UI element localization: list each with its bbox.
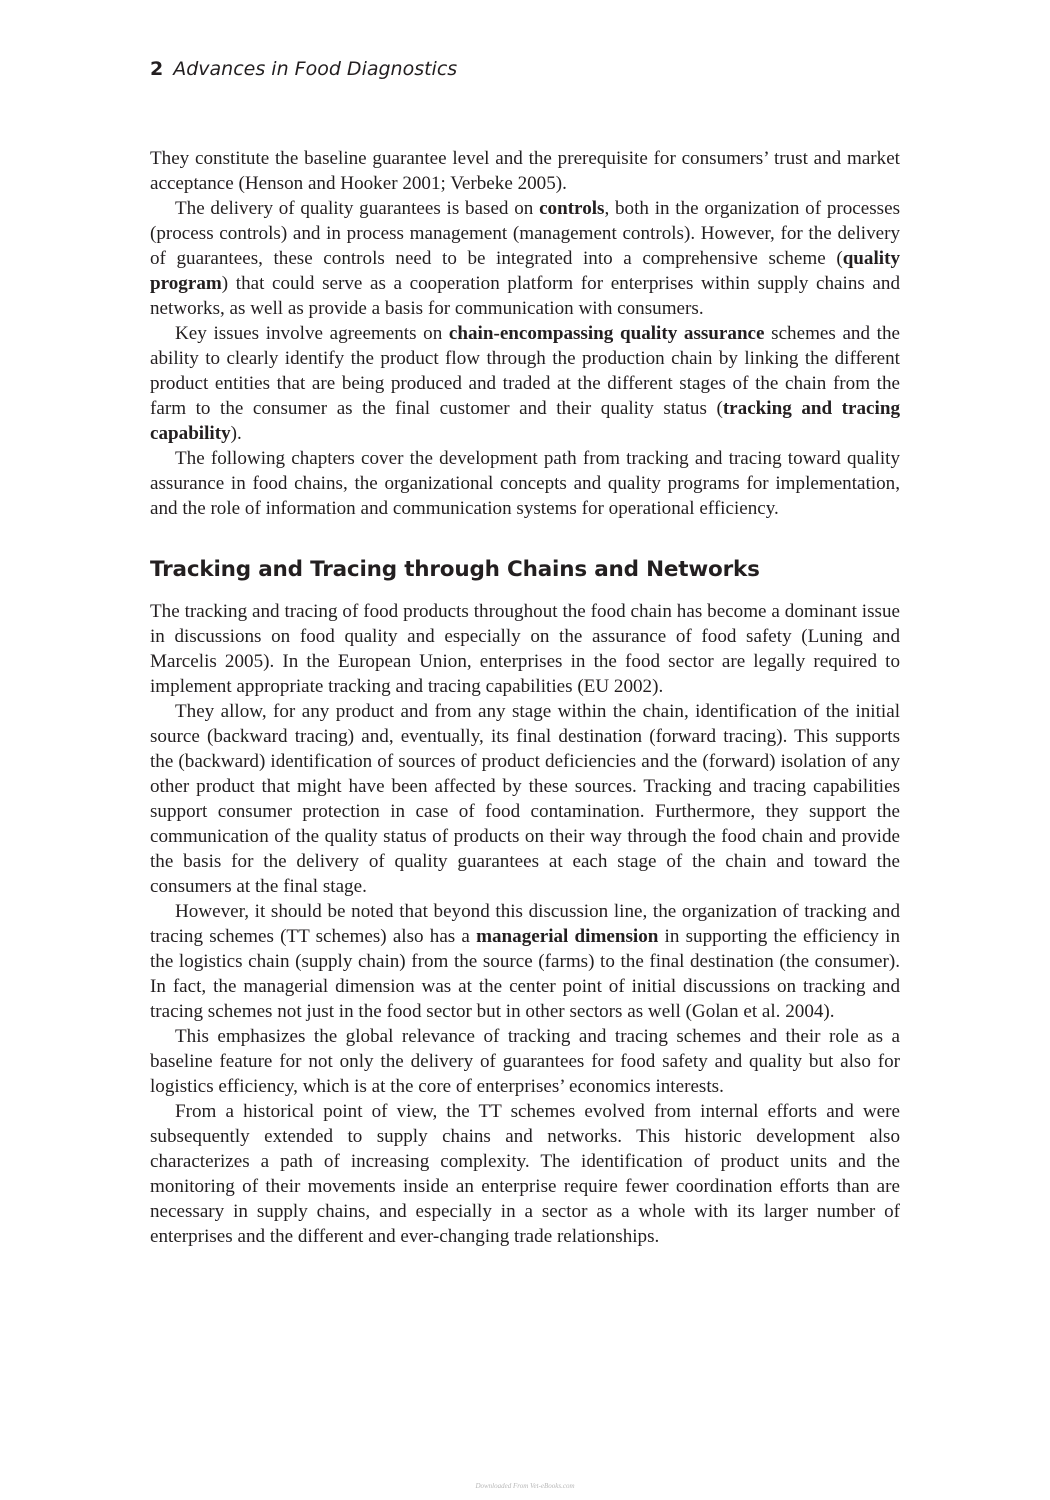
term-quality-program: quality program: [150, 248, 900, 294]
download-watermark: Downloaded From Vet-eBooks.com: [475, 1482, 575, 1490]
paragraph-4: The following chapters cover the development path from tracking and tracing toward quality assurance in food chains, the organizational concepts and quality programs for implementation, and the role of information and communication systems for operational efficiency.: [150, 448, 900, 519]
paragraph-7: However, it should be noted that beyond this discussion line, the organization of tracking and tracing schemes (TT schemes) also has a managerial dimension in supporting the efficiency in the logistics chain (supply chain) from the source (farms) to the final destination (the consumer). In fact, the managerial dimension was at the center point of initial discussions on tracking and tracing schemes not just in the food sector but in other sectors as well (Golan et al. 2004).: [150, 901, 900, 1022]
section-heading: Tracking and Tracing through Chains and Networks: [150, 557, 760, 582]
paragraph-8: This emphasizes the global relevance of tracking and tracing schemes and their role as a baseline feature for not only the delivery of guarantees for food safety and quality but also for logistics efficiency, which is at the core of enterprises’ economics interests.: [150, 1026, 900, 1097]
page-body: [150, 146, 900, 1249]
term-tracking-tracing-capability: tracking and tracing capability: [150, 398, 900, 444]
page-number: 2: [150, 58, 164, 80]
running-header: [150, 56, 457, 82]
paragraph-3: Key issues involve agreements on chain-encompassing quality assurance schemes and the ability to clearly identify the product flow through the production chain by linking the different product entities that are being produced and traded at the different stages of the chain from the farm to the consumer as the final customer and their quality status (tracking and tracing capability).: [150, 323, 900, 444]
paragraph-1: They constitute the baseline guarantee level and the prerequisite for consumers’ trust and market acceptance (Henson and Hooker 2001; Verbeke 2005).: [150, 148, 900, 194]
running-title: Advances in Food Diagnostics: [173, 58, 458, 80]
term-controls: controls: [539, 198, 605, 219]
paragraph-9: From a historical point of view, the TT schemes evolved from internal efforts and were subsequently extended to supply chains and networks. This historic development also characterizes a path of increasing complexity. The identification of product units and the monitoring of their movements inside an enterprise require fewer coordination efforts than are necessary in supply chains, and especially in a sector as a whole with its larger number of enterprises and the different and ever-changing trade relationships.: [150, 1101, 900, 1247]
term-managerial-dimension: managerial dimension: [476, 926, 659, 947]
term-chain-quality-assurance: chain-encompassing quality assurance: [448, 323, 765, 344]
paragraph-2: The delivery of quality guarantees is based on controls, both in the organization of processes (process controls) and in process management (management controls). However, for the delivery of guarantees, these controls need to be integrated into a comprehensive scheme (quality program) that could serve as a cooperation platform for enterprises within supply chains and networks, as well as provide a basis for communication with consumers.: [150, 198, 900, 319]
paragraph-6: They allow, for any product and from any stage within the chain, identification of the initial source (backward tracing) and, eventually, its final destination (forward tracing). This supports the (backward) identification of sources of product deficiencies and the (forward) isolation of any other product that might have been affected by these sources. Tracking and tracing capabilities support consumer protection in case of food contamination. Furthermore, they support the communication of the quality status of products on their way through the food chain and provide the basis for the delivery of quality guarantees at each stage of the chain and toward the consumers at the final stage.: [150, 701, 900, 897]
paragraph-5: The tracking and tracing of food products throughout the food chain has become a dominant issue in discussions on food quality and especially on the assurance of food safety (Luning and Marcelis 2005). In the European Union, enterprises in the food sector are legally required to implement appropriate tracking and tracing capabilities (EU 2002).: [150, 601, 900, 697]
